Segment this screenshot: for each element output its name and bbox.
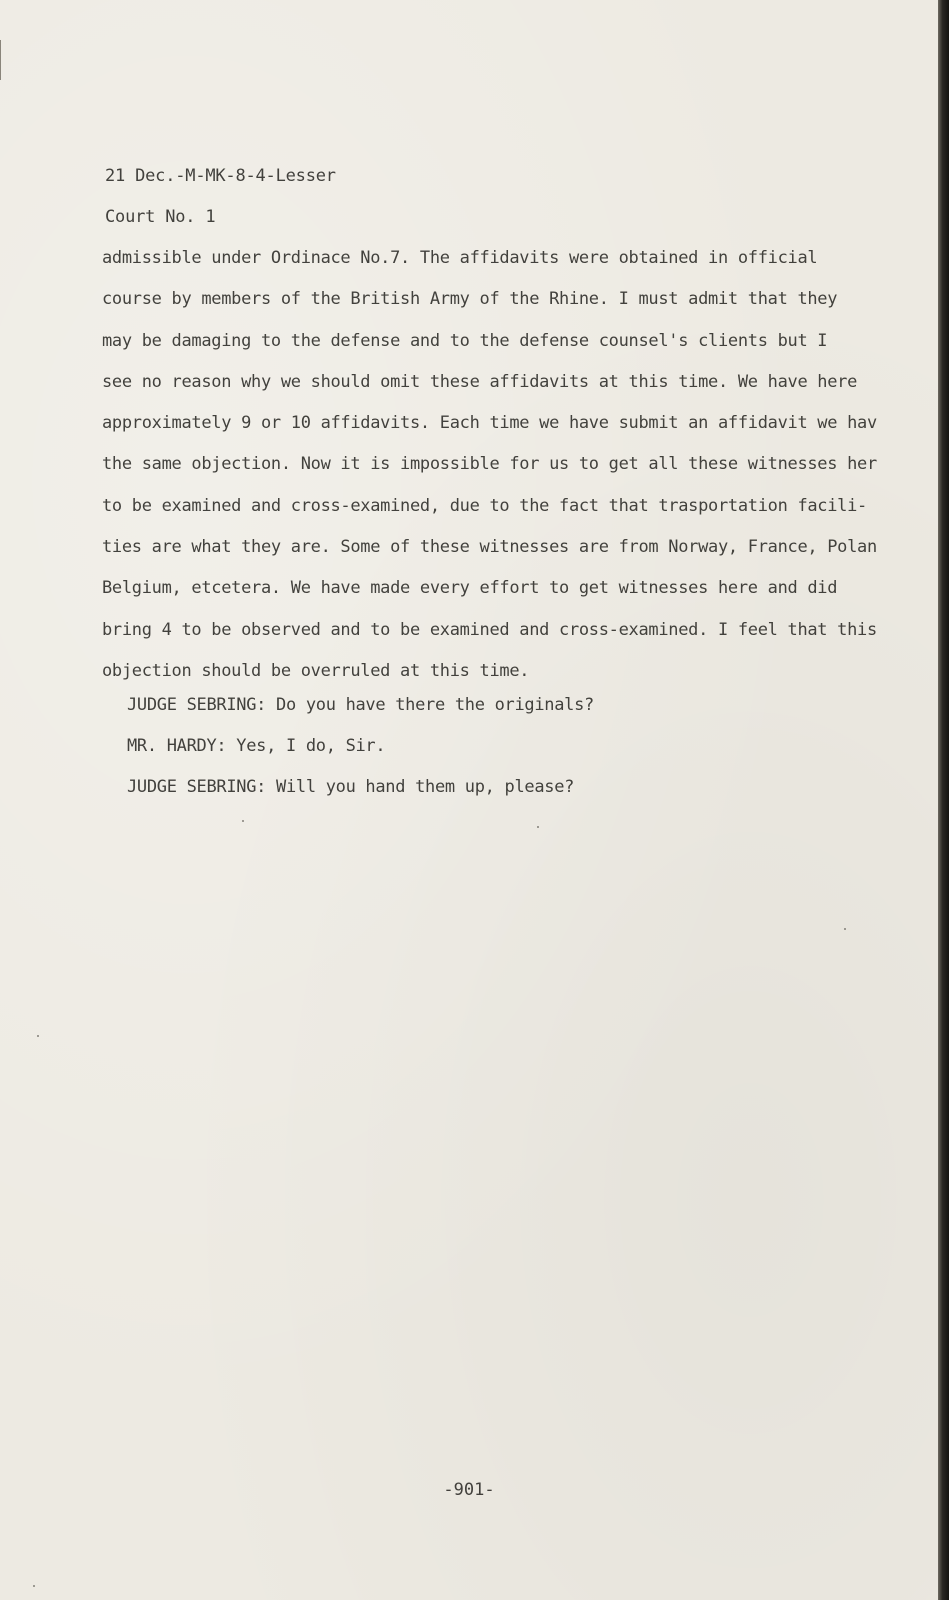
dialogue-line: JUDGE SEBRING: Will you hand them up, please?	[127, 777, 575, 797]
body-line: ties are what they are. Some of these witnesses are from Norway, France, Polan	[102, 537, 877, 558]
body-line: bring 4 to be observed and to be examined and cross-examined. I feel that this	[102, 619, 877, 640]
body-line: the same objection. Now it is impossible for us to get all these witnesses her	[102, 454, 877, 475]
dialogue-line: JUDGE SEBRING: Do you have there the originals?	[127, 695, 594, 715]
paper-speck	[33, 1585, 35, 1587]
body-line: may be damaging to the defense and to the defense counsel's clients but I	[102, 330, 828, 351]
paper-speck	[537, 826, 539, 828]
court-label: Court No. 1	[105, 207, 216, 227]
paper-speck	[242, 820, 244, 822]
body-line: see no reason why we should omit these affidavits at this time. We have here	[102, 371, 858, 392]
paper-speck	[37, 1035, 39, 1037]
body-line: admissible under Ordinace No.7. The affidavits were obtained in official	[102, 248, 818, 268]
paper-speck	[844, 928, 846, 930]
page-number: -901-	[443, 1480, 495, 1500]
body-line: objection should be overruled at this time.	[102, 660, 530, 681]
scan-edge-shadow	[938, 0, 949, 1600]
transcript-header: 21 Dec.-M-MK-8-4-Lesser	[105, 166, 336, 186]
body-line: course by members of the British Army of the Rhine. I must admit that they	[102, 289, 838, 310]
body-line: Belgium, etcetera. We have made every effort to get witnesses here and did	[102, 578, 838, 599]
body-line: to be examined and cross-examined, due to the fact that trasportation facili-	[102, 495, 867, 516]
dialogue-line: MR. HARDY: Yes, I do, Sir.	[127, 736, 386, 756]
torn-edge	[0, 40, 7, 80]
body-line: approximately 9 or 10 affidavits. Each time we have submit an affidavit we hav	[102, 413, 877, 434]
transcript-dialogue	[127, 695, 594, 818]
transcript-body	[102, 248, 902, 702]
